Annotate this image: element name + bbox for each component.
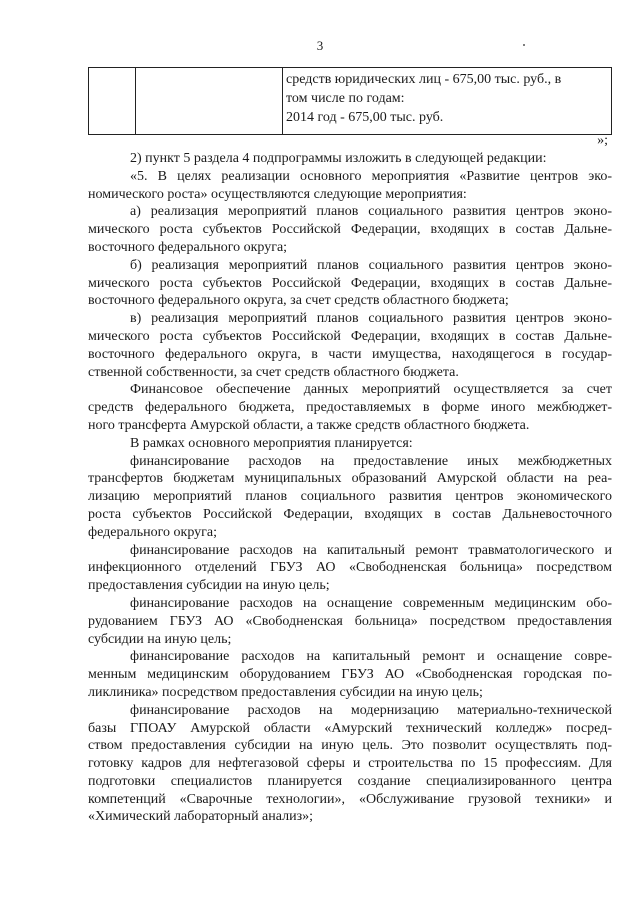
text-line: мического роста субъектов Российской Федерации, входящих в состав Дальне- bbox=[88, 328, 612, 344]
table-cell-empty-1 bbox=[89, 68, 136, 135]
text-line: восточного федерального округа; bbox=[88, 239, 288, 255]
paragraph bbox=[88, 150, 612, 168]
text-line: ством предоставления субсидии на иную цель. Это позволит осуществлять под- bbox=[88, 738, 612, 754]
text-line: федерального округа; bbox=[88, 524, 217, 540]
text-line: финансирование расходов на капитальный ремонт травматологического и bbox=[130, 542, 612, 558]
text-line: предоставления субсидии на иную цель; bbox=[88, 578, 330, 594]
table-cell-line: том числе по годам: bbox=[286, 91, 405, 106]
body-text bbox=[88, 150, 612, 826]
text-line: «5. В целях реализации основного мероприятия «Развитие центров эко- bbox=[130, 168, 612, 184]
paragraph bbox=[88, 453, 612, 542]
paragraph bbox=[88, 168, 612, 204]
page-number: 3 bbox=[316, 38, 324, 53]
text-line: мического роста субъектов Российской Федерации, входящих в состав Дальне- bbox=[88, 222, 612, 238]
scan-speck bbox=[523, 44, 525, 46]
text-line: восточного федерального округа, за счет средств областного бюджета; bbox=[88, 293, 509, 309]
text-line: 2) пункт 5 раздела 4 подпрограммы изложить в следующей редакции: bbox=[130, 151, 547, 166]
paragraph bbox=[88, 435, 612, 453]
paragraph bbox=[88, 257, 612, 310]
paragraph bbox=[88, 542, 612, 595]
text-line: финансирование расходов на оснащение современным медицинским обо- bbox=[130, 595, 612, 611]
text-line: финансирование расходов на модернизацию материально-технической bbox=[130, 702, 612, 718]
text-line: субсидии на иную цель; bbox=[88, 631, 232, 647]
text-line: Финансовое обеспечение данных мероприятий осуществляется за счет bbox=[130, 382, 612, 398]
paragraph bbox=[88, 702, 612, 827]
table-cell-line: 2014 год - 675,00 тыс. руб. bbox=[286, 110, 444, 125]
text-line: ликлиника» посредством предоставления субсидии на иную цель; bbox=[88, 684, 483, 700]
text-line: средств федерального бюджета, предоставляемых в форме иного межбюджет- bbox=[88, 400, 612, 416]
paragraph bbox=[88, 381, 612, 434]
paragraph bbox=[88, 595, 612, 648]
text-line: финансирование расходов на предоставление иных межбюджетных bbox=[130, 453, 612, 469]
text-line: в) реализация мероприятий планов социального развития центров эконо- bbox=[130, 311, 612, 327]
text-line: подготовки специалистов планируется создание специализированного центра bbox=[88, 773, 612, 789]
text-line: ственной собственности, за счет средств областного бюджета. bbox=[88, 364, 459, 380]
paragraph bbox=[88, 310, 612, 381]
table-cell-line: средств юридических лиц - 675,00 тыс. руб., в bbox=[286, 72, 562, 87]
text-line: номического роста» осуществляются следующие мероприятия: bbox=[88, 186, 467, 202]
text-line: мического роста субъектов Российской Федерации, входящих в состав Дальне- bbox=[88, 275, 612, 291]
text-line: готовку кадров для нефтегазовой сферы и строительства по 15 профессиям. Для bbox=[88, 756, 612, 772]
text-line: менным медицинским оборудованием ГБУЗ АО «Свободненская городская по- bbox=[88, 667, 612, 683]
financing-table bbox=[88, 67, 612, 135]
text-line: базы ГПОАУ Амурской области «Амурский технический колледж» посред- bbox=[88, 720, 612, 736]
paragraph bbox=[88, 203, 612, 256]
text-line: а) реализация мероприятий планов социального развития центров эконо- bbox=[130, 204, 612, 220]
table-cell-empty-2 bbox=[136, 68, 283, 135]
text-line: «Химический лабораторный анализ»; bbox=[88, 809, 313, 825]
text-line: роста субъектов Российской Федерации, входящих в состав Дальневосточного bbox=[88, 506, 612, 522]
text-line: б) реализация мероприятий планов социального развития центров эконо- bbox=[130, 257, 612, 273]
text-line: рудованием ГБУЗ АО «Свободненская больница» посредством предоставления bbox=[88, 613, 612, 629]
text-line: ного трансферта Амурской области, а также средств областного бюджета. bbox=[88, 417, 530, 433]
text-line: финансирование расходов на капитальный ремонт и оснащение совре- bbox=[130, 649, 612, 665]
text-line: лизацию мероприятий планов социального развития центров экономического bbox=[88, 489, 612, 505]
text-line: В рамках основного мероприятия планируется: bbox=[130, 435, 413, 451]
text-line: трансфертов бюджетам муниципальных образований Амурской области на реа- bbox=[88, 471, 612, 487]
table-cell-funding bbox=[283, 68, 612, 135]
table-row bbox=[89, 68, 612, 135]
text-line: инфекционного отделений ГБУЗ АО «Свободненская больница» посредством bbox=[88, 560, 612, 576]
text-line: компетенций «Сварочные технологии», «Обслуживание грузовой техники» и bbox=[88, 791, 612, 807]
closing-quote: »; bbox=[597, 133, 608, 148]
paragraph bbox=[88, 648, 612, 701]
text-line: восточного федерального округа, в части имущества, находящегося в государ- bbox=[88, 346, 612, 362]
